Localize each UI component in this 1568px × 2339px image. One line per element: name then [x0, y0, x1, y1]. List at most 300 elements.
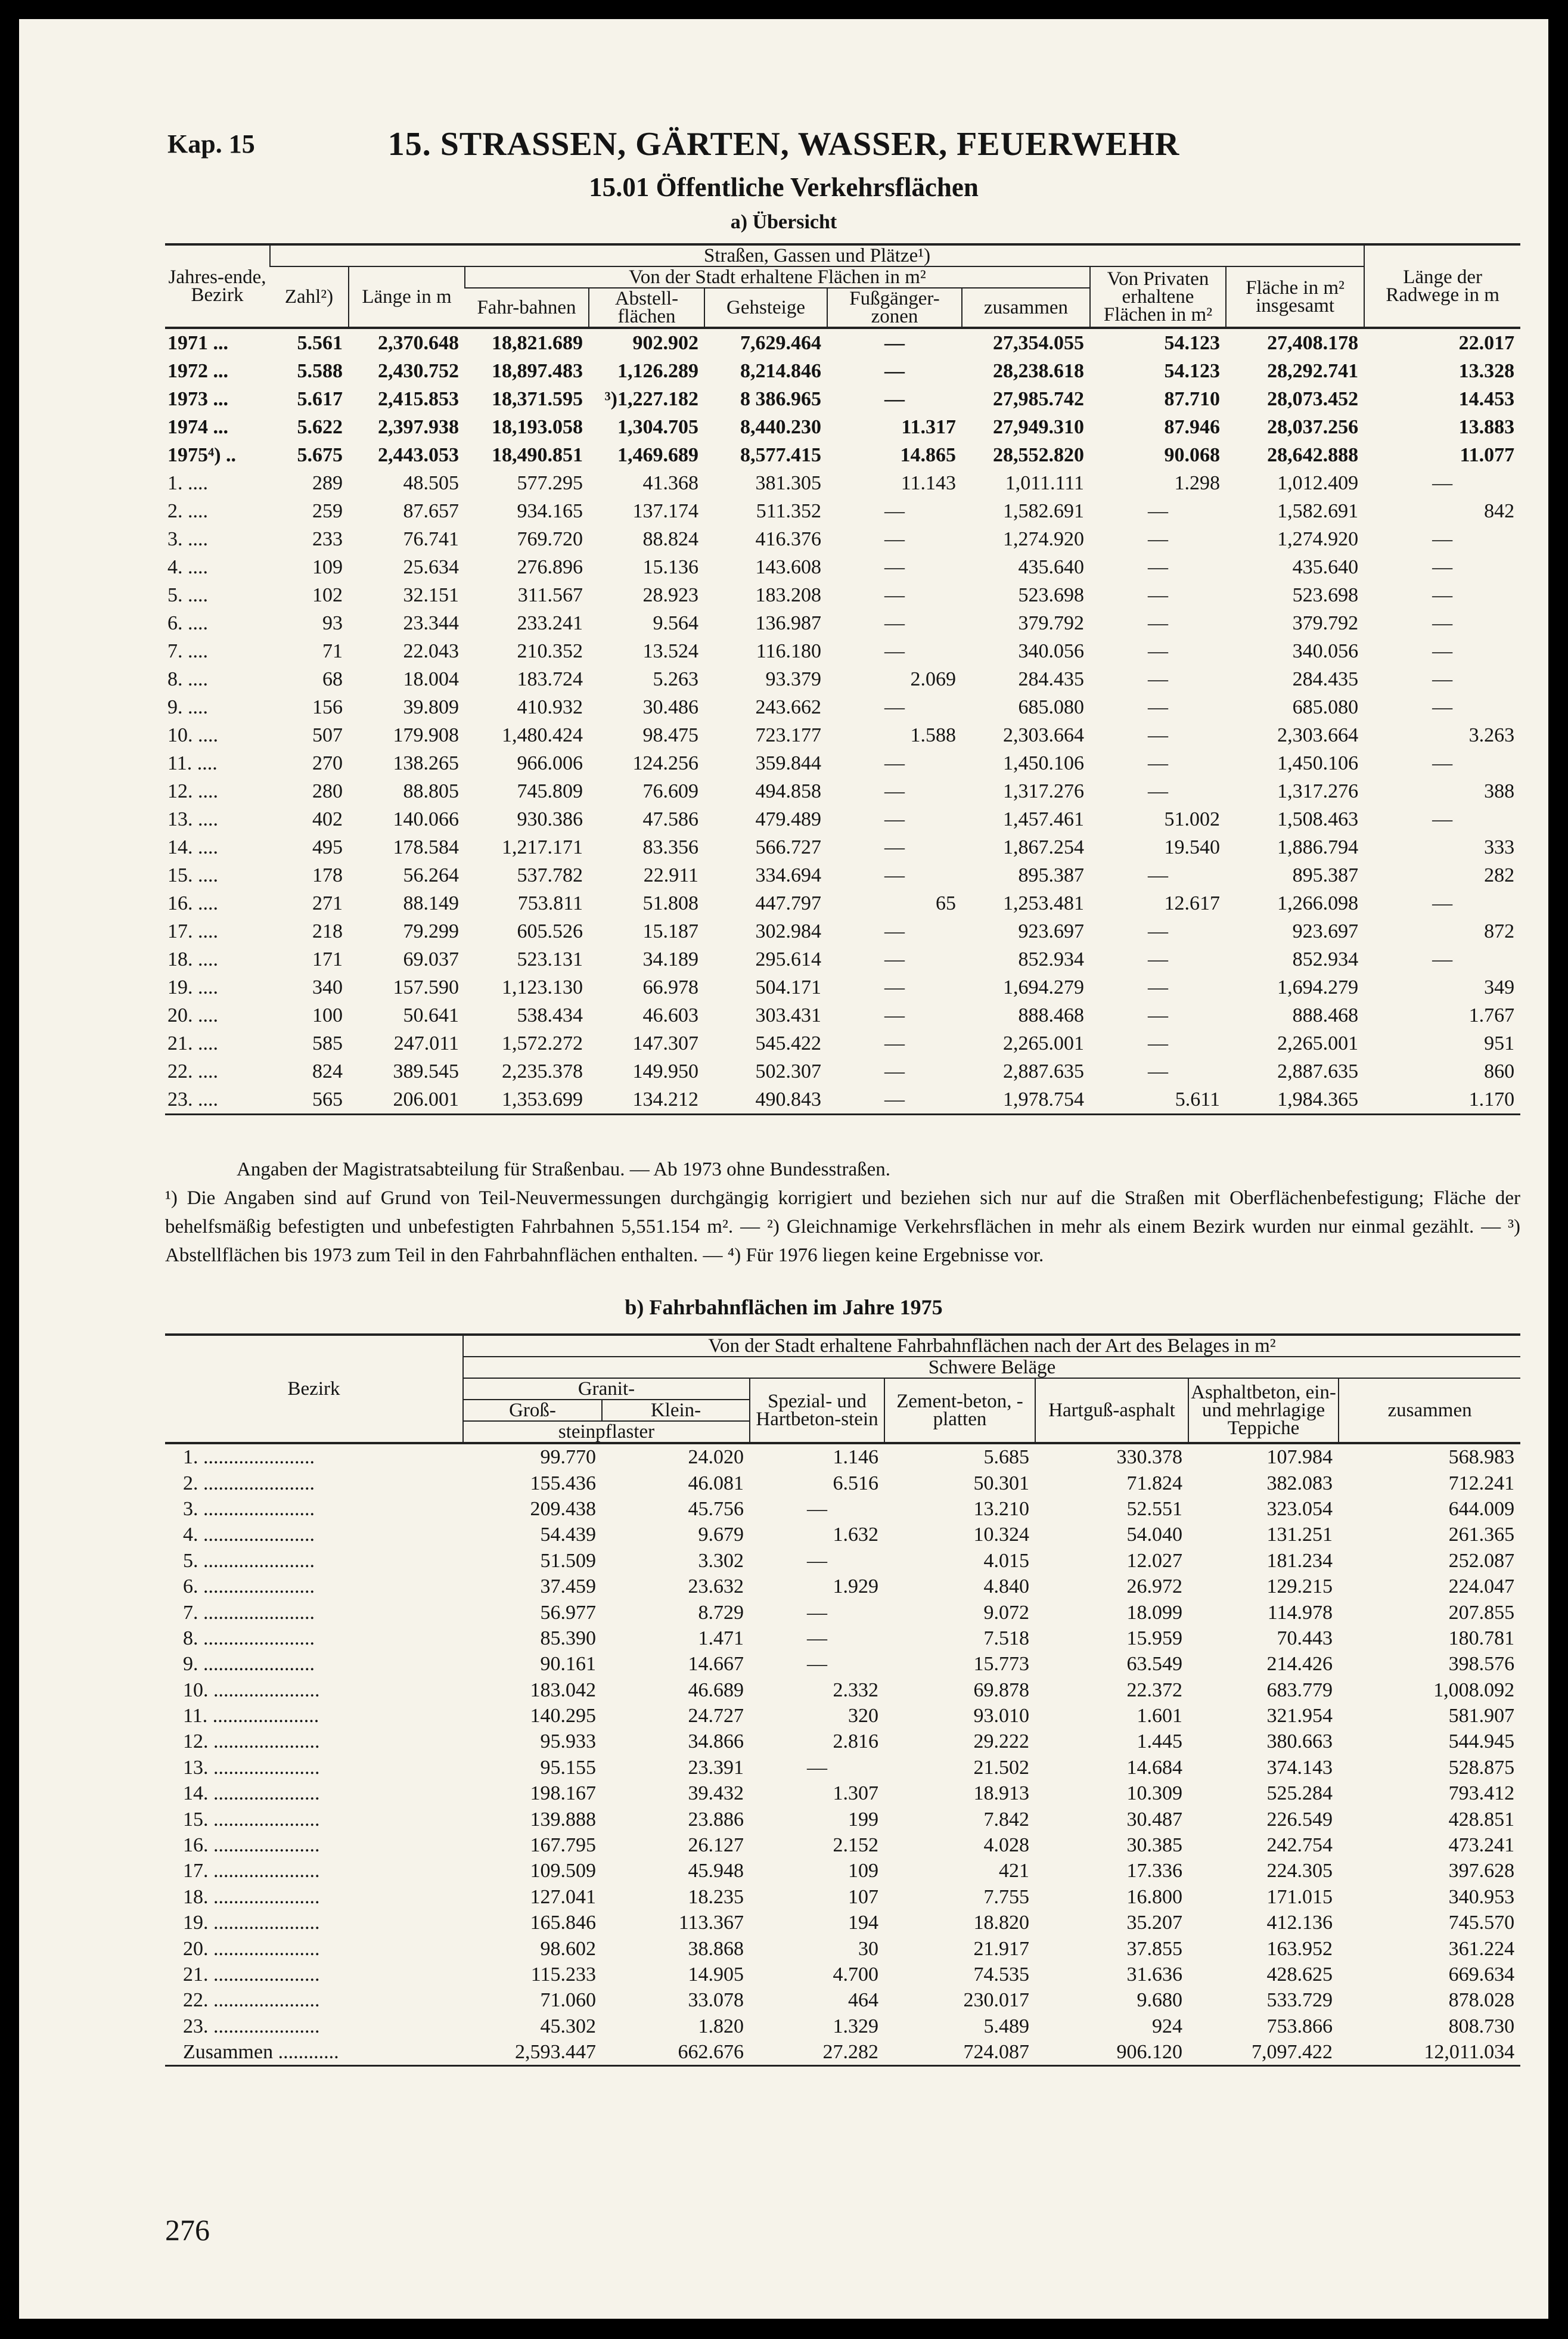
table-cell: 95.933: [540, 1730, 596, 1753]
table-cell: 183.208: [755, 584, 821, 606]
table-row: [165, 1496, 1520, 1522]
table-cell: 115.233: [530, 1963, 596, 1986]
row-label: 16. .....................: [183, 1834, 320, 1857]
table-cell: —: [884, 864, 905, 886]
table-cell: 24.727: [688, 1705, 744, 1727]
table-cell: 23.344: [403, 612, 459, 634]
table-cell: —: [1148, 556, 1168, 578]
table-cell: 242.754: [1266, 1834, 1333, 1857]
table-cell: 71.824: [1126, 1472, 1182, 1494]
table-cell: —: [884, 500, 905, 522]
table-cell: 581.907: [1448, 1705, 1515, 1727]
table-cell: 5.489: [983, 2015, 1029, 2037]
table-cell: 113.367: [678, 1912, 744, 1934]
page-number: 276: [165, 2213, 210, 2247]
table-cell: —: [1148, 696, 1168, 718]
footnote-text: ¹) Die Angaben sind auf Grund von Teil-Neuvermessungen durchgängig korrigiert und beziehen sich nur auf die Straßen mit Oberflächenbefestigung; Fläche der behelfsmäßig befestigten und unbefestigten Fahrbahnen 5,551.154 m². — ²) Gleichnamige Verkehrsflächen in mehr als einem Bezirk wurden nur einmal gezählt. — ³) Abstellflächen bis 1973 zum Teil in den Fahrbahnflächen enthalten. — ⁴) Für 1976 liegen keine Ergebnisse vor.: [165, 1187, 1520, 1266]
footnotes: [165, 1155, 1520, 1270]
table-cell: —: [884, 920, 905, 942]
table-cell: 18,897.483: [492, 360, 583, 382]
table-cell: —: [1432, 528, 1453, 550]
table-row: [165, 833, 1520, 861]
table-row: [165, 1987, 1520, 2013]
table-cell: 52.551: [1126, 1497, 1182, 1520]
table-cell: 51.808: [642, 892, 698, 914]
table-row: [165, 357, 1520, 385]
row-label: 12. ....: [167, 780, 218, 802]
table-cell: 28,037.256: [1267, 416, 1359, 438]
table-cell: 178.584: [393, 836, 459, 858]
table-cell: 15.136: [642, 556, 698, 578]
table-cell: 18,193.058: [492, 416, 583, 438]
table-cell: 323.054: [1266, 1497, 1333, 1520]
table-cell: 8,440.230: [740, 416, 821, 438]
table-cell: 1,469.689: [617, 444, 698, 466]
document-page: [19, 19, 1548, 2319]
header-gehsteige: Gehsteige: [704, 288, 827, 328]
table-row: [165, 1755, 1520, 1780]
table-cell: —: [884, 1032, 905, 1054]
row-label: 1974 ...: [167, 416, 228, 438]
table-cell: 289: [312, 472, 343, 494]
table-cell: —: [884, 836, 905, 858]
table-cell: 22.043: [403, 640, 459, 662]
table-cell: 685.080: [1292, 696, 1359, 718]
table-cell: —: [1432, 584, 1453, 606]
table-cell: 1,317.276: [1277, 780, 1359, 802]
table-cell: 1.146: [833, 1446, 878, 1469]
table-cell: 9.564: [653, 612, 698, 634]
table-cell: 100: [312, 1004, 343, 1026]
table-cell: 38.868: [688, 1937, 744, 1960]
table-cell: 107: [848, 1885, 878, 1908]
table-cell: 2,303.664: [1003, 724, 1084, 746]
table-row: [165, 1729, 1520, 1754]
table-cell: 333: [1484, 836, 1515, 858]
table-row: [165, 1470, 1520, 1496]
header-zusammen-2: zusammen: [1339, 1378, 1520, 1443]
table-cell: 669.634: [1448, 1963, 1515, 1986]
table-cell: —: [1148, 584, 1168, 606]
table-cell: 23.886: [688, 1808, 744, 1831]
table-cell: 389.545: [393, 1060, 459, 1082]
table-cell: 198.167: [530, 1782, 596, 1805]
table-cell: 79.299: [403, 920, 459, 942]
table-cell: —: [807, 1627, 827, 1649]
table-cell: 320: [848, 1705, 878, 1727]
row-label: 3. ......................: [183, 1497, 315, 1520]
row-label: 10. ....: [167, 724, 218, 746]
table-cell: 538.434: [517, 1004, 583, 1026]
table-cell: 259: [312, 500, 343, 522]
table-cell: 295.614: [755, 948, 821, 970]
table-row: [165, 889, 1520, 917]
table-cell: 1,012.409: [1277, 472, 1359, 494]
table-cell: 311.567: [517, 584, 583, 606]
table-cell: 1.767: [1468, 1004, 1515, 1026]
table-cell: 1,582.691: [1003, 500, 1084, 522]
table-row: [165, 1085, 1520, 1115]
row-label: 14. ....: [167, 836, 218, 858]
table-cell: 769.720: [517, 528, 583, 550]
overview-table-header: [165, 244, 1520, 328]
table-cell: 934.165: [517, 500, 583, 522]
table-cell: 5.561: [297, 332, 343, 354]
table-cell: 207.855: [1448, 1601, 1515, 1624]
table-cell: 76.609: [642, 780, 698, 802]
header-gross: Groß-: [463, 1400, 602, 1421]
table-row: [165, 721, 1520, 749]
table-row: [165, 1884, 1520, 1910]
table-cell: 21.502: [973, 1756, 1029, 1779]
table-cell: —: [1148, 780, 1168, 802]
table-cell: 490.843: [704, 1085, 827, 1115]
table-cell: —: [807, 1601, 827, 1624]
table-cell: 683.779: [1266, 1679, 1333, 1701]
row-label: 5. ......................: [183, 1549, 315, 1572]
table-cell: 321.954: [1266, 1705, 1333, 1727]
table-cell: 723.177: [755, 724, 821, 746]
table-cell: 9.680: [1137, 1989, 1182, 2012]
row-label: 19. .....................: [183, 1912, 320, 1934]
table-cell: 284.435: [1292, 668, 1359, 690]
table-cell: 1.307: [833, 1782, 878, 1805]
table-cell: 37.855: [1126, 1937, 1182, 1960]
section-title: 15.01 Öffentliche Verkehrsflächen: [589, 172, 979, 202]
table-cell: —: [1432, 640, 1453, 662]
table-cell: 2.152: [833, 1834, 878, 1857]
table-cell: 124.256: [632, 752, 698, 774]
table-row: [165, 1443, 1520, 1470]
table-cell: —: [1148, 948, 1168, 970]
table-cell: 46.689: [688, 1679, 744, 1701]
table-cell: 71.060: [540, 1989, 596, 2012]
table-cell: 895.387: [1018, 864, 1084, 886]
table-cell: 537.782: [517, 864, 583, 886]
table-cell: 224.305: [1266, 1860, 1333, 1882]
table-cell: —: [884, 640, 905, 662]
table-cell: 340.953: [1448, 1885, 1515, 1908]
header-von-stadt: Von der Stadt erhaltene Fahrbahnflächen nach der Art des Belages in m²: [463, 1335, 1520, 1357]
table-cell: 230.017: [963, 1989, 1029, 2012]
table-cell: 1,694.279: [1003, 976, 1084, 998]
table-cell: —: [1148, 640, 1168, 662]
table-cell: 4.840: [983, 1575, 1029, 1598]
table-cell: 1,317.276: [1003, 780, 1084, 802]
table-cell: 50.641: [403, 1004, 459, 1026]
table-cell: 12.027: [1126, 1549, 1182, 1572]
table-cell: 349: [1484, 976, 1515, 998]
row-label: 1. ....: [167, 472, 208, 494]
table-cell: 17.336: [1126, 1860, 1182, 1882]
table-cell: —: [807, 1653, 827, 1676]
table-cell: 16.800: [1126, 1885, 1182, 1908]
table-cell: 9.072: [983, 1601, 1029, 1624]
table-cell: 398.576: [1448, 1653, 1515, 1676]
table-cell: 11.077: [1460, 444, 1515, 466]
row-label: 19. ....: [167, 976, 218, 998]
table-cell: 528.875: [1448, 1756, 1515, 1779]
table-cell: 131.251: [1266, 1524, 1333, 1546]
table-cell: 1,304.705: [617, 416, 698, 438]
row-label: 2. ....: [167, 500, 208, 522]
table-cell: 1.820: [698, 2015, 744, 2037]
table-cell: 87.710: [1164, 388, 1220, 410]
table-cell: 181.234: [1266, 1549, 1333, 1572]
table-cell: 361.224: [1448, 1937, 1515, 1960]
table-cell: 206.001: [349, 1085, 465, 1115]
header-zahl: Zahl²): [270, 266, 349, 328]
row-label: 14. .....................: [183, 1782, 320, 1805]
table-cell: 808.730: [1448, 2015, 1515, 2037]
table-cell: 233.241: [517, 612, 583, 634]
table-cell: 69.878: [973, 1679, 1029, 1701]
table-cell: 1,572.272: [502, 1032, 583, 1054]
table-row: [165, 1910, 1520, 1935]
table-cell: 70.443: [1277, 1627, 1333, 1649]
table-cell: —: [1432, 892, 1453, 914]
table-cell: 565: [270, 1085, 349, 1115]
table-cell: —: [1148, 1032, 1168, 1054]
table-cell: 495: [312, 836, 343, 858]
table-cell: 27,949.310: [993, 416, 1084, 438]
table-cell: 26.127: [688, 1834, 744, 1857]
table-row: [165, 581, 1520, 609]
table-row: [165, 385, 1520, 413]
table-cell: 4.028: [983, 1834, 1029, 1857]
table-cell: 18.235: [688, 1885, 744, 1908]
table-cell: 26.972: [1126, 1575, 1182, 1598]
row-label: 23. ....: [165, 1085, 270, 1115]
table-cell: —: [1148, 752, 1168, 774]
table-row: [165, 497, 1520, 525]
table-cell: 1,886.794: [1277, 836, 1359, 858]
table-cell: 194: [848, 1912, 878, 1934]
table-cell: 1.929: [833, 1575, 878, 1598]
table-cell: 930.386: [517, 808, 583, 830]
table-cell: 824: [312, 1060, 343, 1082]
table-cell: 340: [312, 976, 343, 998]
table-cell: 1.445: [1137, 1730, 1182, 1753]
table-cell: 724.087: [884, 2039, 1035, 2066]
table-cell: 382.083: [1266, 1472, 1333, 1494]
table-cell: 5.675: [297, 444, 343, 466]
table-cell: 2,265.001: [1277, 1032, 1359, 1054]
table-cell: 685.080: [1018, 696, 1084, 718]
table-cell: 1,274.920: [1003, 528, 1084, 550]
table-cell: 507: [312, 724, 343, 746]
table-row: [165, 328, 1520, 357]
table-cell: 37.459: [540, 1575, 596, 1598]
header-fussgaenger: Fußgänger-zonen: [827, 288, 962, 328]
row-label: 18. .....................: [183, 1885, 320, 1908]
table-cell: 14.905: [688, 1963, 744, 1986]
table-cell: 5.611: [1090, 1085, 1226, 1115]
table-cell: —: [884, 556, 905, 578]
table-cell: 109: [848, 1860, 878, 1882]
table-cell: 1,274.920: [1277, 528, 1359, 550]
table-cell: 7,629.464: [740, 332, 821, 354]
table-cell: 2,443.053: [378, 444, 459, 466]
road-surface-table-header: [165, 1335, 1520, 1443]
table-cell: 137.174: [632, 500, 698, 522]
table-cell: 271: [312, 892, 343, 914]
subsection-b-title: b) Fahrbahnflächen im Jahre 1975: [625, 1295, 943, 1319]
table-cell: 68: [322, 668, 343, 690]
table-cell: 2,887.635: [1277, 1060, 1359, 1082]
table-cell: —: [884, 360, 905, 382]
table-cell: 523.698: [1292, 584, 1359, 606]
row-label: 13. ....: [167, 808, 218, 830]
table-row: [165, 1599, 1520, 1625]
table-row: [165, 805, 1520, 833]
header-fahrbahnen: Fahr-bahnen: [465, 288, 589, 328]
table-cell: 28,238.618: [993, 360, 1084, 382]
table-cell: 523.698: [1018, 584, 1084, 606]
table-cell: 276.896: [517, 556, 583, 578]
table-cell: 4.015: [983, 1549, 1029, 1572]
table-cell: 30.385: [1126, 1834, 1182, 1857]
table-cell: —: [884, 388, 905, 410]
table-cell: 585: [312, 1032, 343, 1054]
table-cell: —: [884, 696, 905, 718]
table-cell: 109: [312, 556, 343, 578]
table-cell: —: [1432, 948, 1453, 970]
table-cell: 2,887.635: [1003, 1060, 1084, 1082]
table-cell: 54.123: [1164, 360, 1220, 382]
table-cell: 12.617: [1164, 892, 1220, 914]
table-cell: 107.984: [1266, 1446, 1333, 1469]
table-cell: 712.241: [1448, 1472, 1515, 1494]
table-cell: 41.368: [642, 472, 698, 494]
table-cell: 303.431: [755, 1004, 821, 1026]
table-row: [165, 917, 1520, 945]
table-cell: 90.068: [1164, 444, 1220, 466]
table-cell: 11.317: [901, 416, 956, 438]
table-cell: 218: [312, 920, 343, 942]
table-cell: 502.307: [755, 1060, 821, 1082]
table-cell: 7,097.422: [1188, 2039, 1339, 2066]
table-cell: 15.187: [642, 920, 698, 942]
table-cell: 35.207: [1126, 1912, 1182, 1934]
table-cell: 1,978.754: [962, 1085, 1090, 1115]
table-cell: —: [884, 948, 905, 970]
table-cell: —: [1432, 612, 1453, 634]
header-laenge: Länge in m: [349, 266, 465, 328]
table-cell: 374.143: [1266, 1756, 1333, 1779]
table-row: [165, 861, 1520, 889]
row-label: 5. ....: [167, 584, 208, 606]
table-cell: 8,214.846: [740, 360, 821, 382]
table-cell: —: [827, 1085, 962, 1115]
table-row: [165, 1522, 1520, 1547]
table-cell: 18.099: [1126, 1601, 1182, 1624]
table-row: [165, 973, 1520, 1001]
table-cell: 56.264: [403, 864, 459, 886]
row-label: 20. ....: [167, 1004, 218, 1026]
table-cell: 138.265: [393, 752, 459, 774]
table-cell: 359.844: [755, 752, 821, 774]
table-cell: 155.436: [530, 1472, 596, 1494]
table-cell: 14.667: [688, 1653, 744, 1676]
table-cell: 71: [322, 640, 343, 662]
table-cell: 7.842: [983, 1808, 1029, 1831]
table-cell: —: [884, 1060, 905, 1082]
table-cell: 1.632: [833, 1524, 878, 1546]
row-label: 8. ....: [167, 668, 208, 690]
table-cell: 65: [936, 892, 956, 914]
table-cell: 156: [312, 696, 343, 718]
page-title: 15. STRASSEN, GÄRTEN, WASSER, FEUERWEHR: [387, 126, 1180, 163]
table-cell: 340.056: [1018, 640, 1084, 662]
table-cell: —: [884, 1004, 905, 1026]
row-label: 1972 ...: [167, 360, 228, 382]
table-cell: 261.365: [1448, 1524, 1515, 1546]
table-cell: 45.756: [688, 1497, 744, 1520]
table-cell: 1,582.691: [1277, 500, 1359, 522]
table-cell: 157.590: [393, 976, 459, 998]
row-label: 12. .....................: [183, 1730, 320, 1753]
row-label: 16. ....: [167, 892, 218, 914]
table-cell: 2,370.648: [378, 332, 459, 354]
table-cell: —: [884, 528, 905, 550]
table-cell: 27.282: [750, 2039, 884, 2066]
table-cell: 88.824: [642, 528, 698, 550]
row-label: 18. ....: [167, 948, 218, 970]
table-cell: 33.078: [688, 1989, 744, 2012]
table-cell: 924: [1152, 2015, 1182, 2037]
table-cell: 252.087: [1448, 1549, 1515, 1572]
table-cell: 421: [999, 1860, 1029, 1882]
header-spezial: Spezial- und Hartbeton-stein: [750, 1378, 884, 1443]
row-label: 21. ....: [167, 1032, 218, 1054]
table-row: [165, 413, 1520, 441]
table-cell: 951: [1484, 1032, 1515, 1054]
table-cell: 435.640: [1018, 556, 1084, 578]
table-cell: —: [807, 1497, 827, 1520]
table-cell: 412.136: [1266, 1912, 1333, 1934]
table-cell: 906.120: [1035, 2039, 1188, 2066]
table-row: [165, 1832, 1520, 1858]
table-cell: 966.006: [517, 752, 583, 774]
table-cell: —: [884, 752, 905, 774]
header-stadt: Von der Stadt erhaltene Flächen in m²: [465, 266, 1090, 288]
table-cell: 284.435: [1018, 668, 1084, 690]
table-cell: 888.468: [1018, 1004, 1084, 1026]
table-cell: 2.332: [833, 1679, 878, 1701]
table-row: [165, 553, 1520, 581]
table-cell: 50.301: [973, 1472, 1029, 1494]
table-cell: 15.959: [1126, 1627, 1182, 1649]
table-row: [165, 2014, 1520, 2039]
table-cell: 416.376: [755, 528, 821, 550]
table-row: [165, 777, 1520, 805]
header-granit: Granit-: [463, 1378, 750, 1400]
table-cell: 1.588: [910, 724, 956, 746]
table-cell: 88.149: [403, 892, 459, 914]
row-label: 7. ......................: [183, 1601, 315, 1624]
table-cell: —: [884, 808, 905, 830]
table-cell: 46.081: [688, 1472, 744, 1494]
table-cell: 1,123.130: [502, 976, 583, 998]
table-cell: 895.387: [1292, 864, 1359, 886]
table-cell: 21.917: [973, 1937, 1029, 1960]
table-cell: 87.946: [1164, 416, 1220, 438]
table-cell: 167.795: [530, 1834, 596, 1857]
table-cell: 379.792: [1292, 612, 1359, 634]
table-cell: 93.379: [765, 668, 821, 690]
table-cell: 30.487: [1126, 1808, 1182, 1831]
